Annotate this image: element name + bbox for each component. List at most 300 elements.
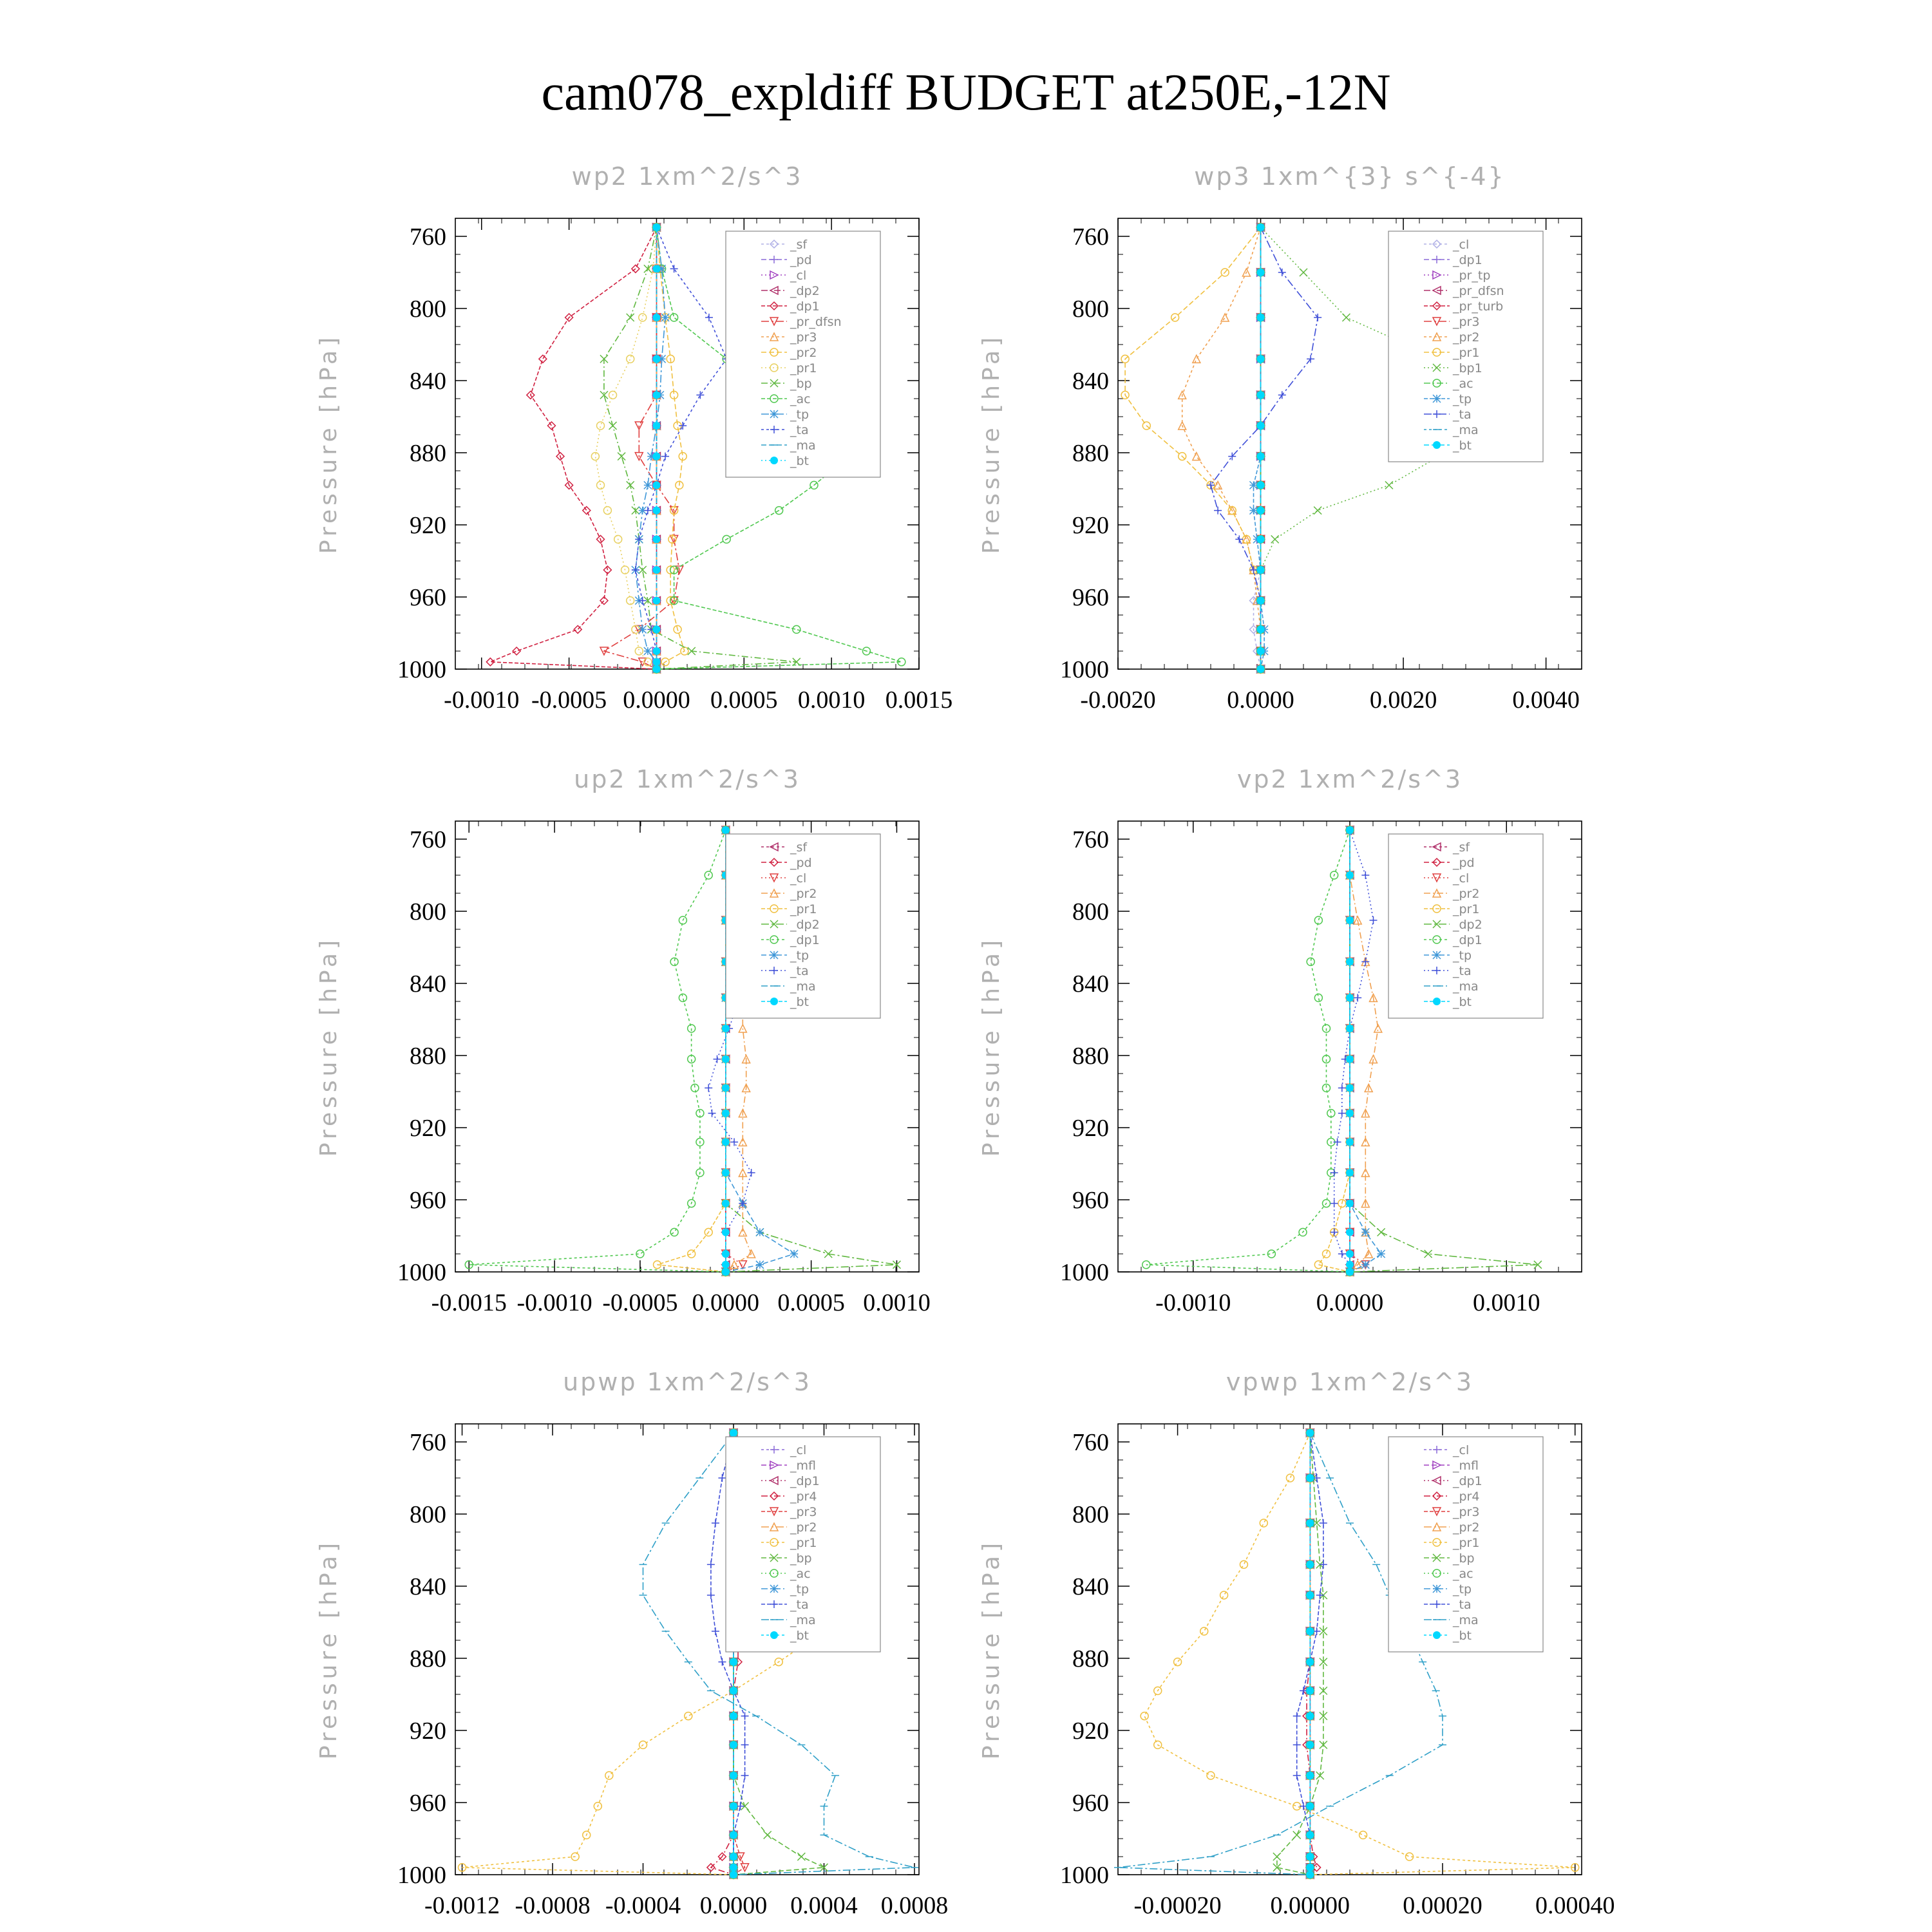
legend-label: _pr2 [1453, 330, 1480, 345]
series-ta [1207, 223, 1321, 673]
data-point [1293, 1741, 1301, 1748]
data-point [1346, 1084, 1354, 1092]
data-point [748, 1169, 755, 1177]
data-point [539, 355, 547, 363]
series-line [1146, 830, 1350, 1272]
data-point [652, 507, 660, 515]
data-point [1257, 566, 1265, 574]
x-tick-label: 0.0004 [790, 1892, 858, 1919]
data-point [1257, 535, 1265, 543]
y-tick-label: 760 [1072, 826, 1109, 853]
chart-panel-6 [978, 1368, 1615, 1919]
legend-label: _pr_dfsn [790, 315, 842, 329]
y-tick-label: 1000 [397, 1259, 446, 1286]
series-line [636, 227, 726, 669]
legend-label: _dp1 [790, 299, 820, 314]
data-point [1361, 1261, 1369, 1269]
data-point [605, 1772, 613, 1779]
legend-label: _cl [790, 1443, 807, 1457]
legend-label: _ma [790, 980, 816, 994]
x-tick-label: -0.0010 [444, 687, 520, 714]
data-point [679, 994, 687, 1001]
x-tick-label: -0.0005 [531, 687, 607, 714]
series-line [469, 830, 726, 1272]
series-line [490, 227, 656, 669]
data-point [1314, 314, 1321, 321]
y-axis-label: Pressure [hPa] [978, 936, 1005, 1157]
legend-label: _bp1 [1453, 361, 1482, 375]
data-point [1257, 625, 1265, 633]
data-point [741, 1741, 749, 1748]
legend-label: _ta [790, 964, 809, 978]
data-point [712, 1627, 719, 1635]
series-pr_dfsn [600, 223, 683, 673]
data-point [730, 1853, 737, 1861]
data-point [1361, 1228, 1369, 1236]
y-tick-label: 880 [410, 1645, 446, 1672]
y-tick-label: 880 [1072, 1043, 1109, 1070]
legend-marker [770, 410, 778, 418]
x-tick-label: 0.0000 [692, 1289, 760, 1316]
legend-label: _pr3 [790, 330, 817, 345]
data-point [730, 1803, 737, 1810]
data-point [1306, 1864, 1314, 1871]
data-point [597, 481, 605, 489]
series-pr2 [1179, 223, 1265, 673]
data-point [730, 1687, 737, 1694]
x-tick-label: 0.0040 [1512, 687, 1580, 714]
legend-label: _bt [790, 1629, 810, 1643]
y-tick-label: 840 [410, 971, 446, 998]
legend-label: _bt [790, 995, 810, 1009]
data-point [1220, 1591, 1228, 1599]
panel-title: wp3 1xm^{3} s^{-4} [1194, 162, 1506, 191]
data-point [730, 1831, 737, 1839]
series-tp [1249, 223, 1268, 673]
legend-marker [1433, 395, 1441, 402]
y-tick-label: 920 [410, 1718, 446, 1745]
legend-label: _bp [1453, 1551, 1475, 1566]
data-point [652, 453, 660, 460]
data-point [722, 1056, 730, 1063]
data-point [705, 314, 713, 321]
legend-label: _pr4 [790, 1490, 817, 1504]
y-tick-label: 960 [1072, 584, 1109, 611]
y-tick-label: 880 [410, 440, 446, 467]
x-tick-label: 0.0005 [777, 1289, 845, 1316]
legend-marker [770, 1631, 778, 1639]
data-point [1306, 1871, 1314, 1879]
data-point [1338, 1084, 1346, 1092]
data-point [652, 665, 660, 673]
legend-label: _cl [790, 269, 807, 283]
data-point [696, 391, 704, 399]
legend-label: _pr3 [790, 1505, 817, 1519]
legend-label: _pr_turb [1453, 299, 1504, 314]
x-tick-label: 0.0010 [863, 1289, 931, 1316]
legend-label: _pr2 [1453, 887, 1480, 901]
data-point [1221, 314, 1229, 321]
data-point [722, 1200, 730, 1208]
series-line [595, 227, 656, 669]
data-point [1257, 223, 1265, 231]
data-point [1346, 826, 1354, 834]
y-tick-label: 1000 [397, 656, 446, 683]
data-point [547, 422, 555, 430]
data-point [708, 1110, 716, 1117]
legend-label: _cl [1453, 238, 1470, 252]
data-point [730, 1712, 737, 1720]
legend-label: _tp [790, 408, 810, 422]
legend-label: _ta [790, 1598, 809, 1612]
legend [1388, 231, 1543, 462]
legend [1388, 834, 1543, 1018]
data-point [1300, 269, 1307, 276]
data-point [652, 481, 660, 489]
y-tick-label: 960 [410, 1187, 446, 1214]
data-point [1257, 647, 1265, 655]
y-tick-label: 840 [410, 368, 446, 395]
legend-label: _sf [790, 840, 808, 855]
legend-marker [1433, 998, 1441, 1005]
legend-label: _mfl [790, 1459, 816, 1473]
legend-label: _pr2 [790, 346, 817, 360]
data-point [1286, 1474, 1294, 1482]
y-tick-label: 1000 [397, 1862, 446, 1889]
data-point [1346, 871, 1354, 879]
legend-label: _bt [1453, 439, 1472, 453]
data-point [1278, 391, 1286, 399]
y-tick-label: 800 [1072, 1501, 1109, 1528]
legend-label: _dp1 [790, 1474, 820, 1488]
x-tick-label: -0.0004 [605, 1892, 681, 1919]
data-point [1306, 1772, 1314, 1779]
data-point [741, 1712, 749, 1720]
legend-label: _ta [1453, 408, 1472, 422]
data-point [756, 1228, 764, 1236]
data-point [1306, 1712, 1314, 1720]
data-point [1314, 994, 1322, 1001]
legend-label: _ma [1453, 423, 1479, 437]
panels [316, 162, 1615, 1919]
data-point [1334, 1138, 1341, 1146]
data-point [652, 314, 660, 321]
data-point [1354, 994, 1361, 1001]
y-tick-label: 800 [1072, 898, 1109, 925]
data-point [1361, 958, 1369, 965]
data-point [1214, 481, 1222, 489]
legend-label: _dp1 [1453, 1474, 1482, 1488]
legend [726, 1437, 880, 1652]
data-point [797, 1853, 805, 1861]
y-tick-label: 840 [1072, 971, 1109, 998]
x-tick-label: -0.0010 [516, 1289, 592, 1316]
data-point [1293, 1803, 1301, 1810]
data-point [1331, 1169, 1338, 1177]
data-point [1346, 1200, 1354, 1208]
data-point [1306, 1560, 1314, 1568]
y-tick-label: 760 [410, 223, 446, 251]
x-tick-label: 0.0000 [1227, 687, 1294, 714]
data-point [639, 314, 647, 321]
data-point [652, 625, 660, 633]
data-point [1346, 1138, 1354, 1146]
x-tick-label: 0.0005 [710, 687, 778, 714]
legend-marker [1433, 441, 1441, 449]
legend-label: _bt [790, 454, 810, 468]
data-point [1316, 1591, 1324, 1599]
legend-label: _pr3 [1453, 1505, 1480, 1519]
data-point [1257, 597, 1265, 605]
data-point [722, 826, 730, 834]
data-point [1346, 1110, 1354, 1117]
legend-label: _dp2 [790, 918, 820, 932]
data-point [644, 647, 652, 655]
data-point [1141, 1712, 1148, 1720]
panel-title: vp2 1xm^2/s^3 [1236, 765, 1463, 793]
y-axis-label: Pressure [hPa] [978, 1539, 1005, 1760]
legend-label: _mfl [1453, 1459, 1479, 1473]
legend-label: _ta [790, 423, 809, 437]
data-point [1359, 1831, 1367, 1839]
data-point [741, 1772, 749, 1779]
data-point [583, 507, 591, 515]
data-point [1257, 453, 1265, 460]
x-tick-label: 0.0000 [623, 687, 690, 714]
data-point [685, 1712, 692, 1720]
legend [1388, 1437, 1543, 1652]
panel-title: vpwp 1xm^2/s^3 [1226, 1368, 1474, 1396]
data-point [1346, 958, 1354, 965]
legend-label: _ac [1453, 1567, 1473, 1581]
data-point [1257, 665, 1265, 673]
legend-label: _pr1 [790, 902, 817, 916]
data-point [722, 1261, 730, 1269]
legend-label: _ma [1453, 1613, 1479, 1627]
data-point [1306, 1627, 1314, 1635]
legend-marker [770, 998, 778, 1005]
legend-label: _pr2 [790, 1520, 817, 1535]
data-point [705, 1084, 712, 1092]
data-point [652, 265, 660, 272]
y-tick-label: 840 [1072, 368, 1109, 395]
data-point [1346, 1228, 1354, 1236]
data-point [730, 1658, 737, 1666]
legend-label: _pr1 [1453, 346, 1480, 360]
legend-label: _cl [1453, 1443, 1470, 1457]
data-point [1257, 269, 1265, 276]
data-point [1346, 1025, 1354, 1032]
panel-title: wp2 1xm^2/s^3 [571, 162, 803, 191]
y-tick-label: 800 [1072, 296, 1109, 323]
data-point [730, 1864, 737, 1871]
legend-label: _ma [790, 439, 816, 453]
series-tp [1346, 826, 1385, 1276]
y-tick-label: 800 [410, 898, 446, 925]
figure-title: cam078_expldiff BUDGET at250E,-12N [541, 64, 1391, 121]
data-point [635, 647, 643, 655]
legend-label: _dp1 [790, 933, 820, 947]
legend-label: _dp1 [1453, 933, 1482, 947]
series-dp1 [486, 223, 660, 673]
data-point [1306, 1591, 1314, 1599]
series-pr1 [591, 223, 660, 673]
legend-label: _dp2 [1453, 918, 1482, 932]
series-pr2 [1346, 826, 1382, 1276]
y-tick-label: 960 [1072, 1187, 1109, 1214]
data-point [652, 535, 660, 543]
data-point [1257, 422, 1265, 430]
data-point [1242, 535, 1250, 543]
legend-label: _pr1 [790, 1536, 817, 1550]
series-line [1182, 227, 1261, 669]
chart-panel-2 [978, 162, 1582, 714]
y-tick-label: 920 [410, 1115, 446, 1142]
data-point [513, 647, 520, 655]
legend-label: _ta [1453, 1598, 1472, 1612]
y-axis-label: Pressure [hPa] [316, 936, 342, 1157]
series-dp1 [465, 826, 730, 1276]
data-point [1346, 1056, 1354, 1063]
data-point [627, 481, 634, 489]
legend-label: _cl [790, 871, 807, 886]
legend-label: _pr_tp [1453, 269, 1491, 283]
series-pr1 [1314, 826, 1354, 1276]
data-point [730, 1429, 737, 1437]
data-point [1320, 1519, 1327, 1527]
data-point [722, 1025, 730, 1032]
data-point [609, 422, 617, 430]
legend-label: _bp [790, 377, 812, 391]
data-point [644, 265, 652, 272]
data-point [722, 1268, 730, 1276]
data-point [1331, 1200, 1338, 1208]
data-point [1240, 1560, 1247, 1568]
legend-marker [1433, 951, 1441, 959]
legend-label: _tp [790, 1582, 810, 1596]
data-point [661, 314, 669, 321]
data-point [1257, 481, 1265, 489]
data-point [644, 481, 652, 489]
x-tick-label: -0.0020 [1080, 687, 1156, 714]
data-point [670, 314, 678, 321]
data-point [1257, 391, 1265, 399]
x-tick-label: 0.0020 [1369, 687, 1437, 714]
data-point [597, 422, 605, 430]
legend-label: _tp [1453, 949, 1472, 963]
data-point [1346, 1250, 1354, 1258]
data-point [1306, 1853, 1314, 1861]
y-tick-label: 920 [410, 512, 446, 539]
y-tick-label: 800 [410, 296, 446, 323]
legend-label: _pd [790, 856, 812, 870]
y-tick-label: 920 [1072, 1115, 1109, 1142]
x-tick-label: -0.0010 [1155, 1289, 1231, 1316]
legend-label: _dp2 [790, 284, 820, 298]
legend-label: _ac [790, 392, 811, 406]
y-tick-label: 880 [1072, 1645, 1109, 1672]
chart-panel-1 [316, 162, 952, 714]
data-point [1293, 1712, 1301, 1720]
data-point [1257, 314, 1265, 321]
data-point [1193, 453, 1200, 460]
x-tick-label: 0.0000 [1316, 1289, 1384, 1316]
data-point [1249, 507, 1257, 515]
data-point [718, 1474, 726, 1482]
data-point [730, 1741, 737, 1748]
legend-label: _bt [1453, 1629, 1472, 1643]
data-point [670, 1228, 678, 1236]
data-point [1338, 1250, 1346, 1258]
series-cl [1249, 223, 1264, 673]
legend-label: _sf [790, 238, 808, 252]
legend-label: _bp [790, 1551, 812, 1566]
data-point [1257, 507, 1265, 515]
y-tick-label: 880 [410, 1043, 446, 1070]
legend-label: _tp [1453, 392, 1472, 406]
legend-label: _pr_dfsn [1453, 284, 1504, 298]
series-ta [1331, 826, 1378, 1276]
data-point [1306, 1741, 1314, 1748]
legend-label: _tp [790, 949, 810, 963]
data-point [713, 1056, 721, 1063]
x-tick-label: -0.00020 [1133, 1892, 1222, 1919]
data-point [1207, 1772, 1215, 1779]
y-tick-label: 760 [410, 1429, 446, 1456]
legend-label: _pr1 [1453, 902, 1480, 916]
data-point [1293, 1772, 1301, 1779]
data-point [661, 453, 669, 460]
data-point [764, 1831, 772, 1839]
data-point [1342, 314, 1350, 321]
data-point [1306, 1687, 1314, 1694]
data-point [1346, 916, 1354, 924]
data-point [1306, 1429, 1314, 1437]
data-point [1346, 1169, 1354, 1177]
y-tick-label: 920 [1072, 1718, 1109, 1745]
x-tick-label: -0.0008 [515, 1892, 591, 1919]
data-point [1257, 355, 1265, 363]
data-point [652, 355, 660, 363]
y-tick-label: 1000 [1060, 1862, 1109, 1889]
legend-label: _sf [1453, 840, 1470, 855]
data-point [1369, 916, 1377, 924]
data-point [707, 1560, 715, 1568]
data-point [670, 265, 678, 272]
y-tick-label: 1000 [1060, 656, 1109, 683]
legend-marker [1433, 1631, 1441, 1639]
data-point [1361, 871, 1369, 879]
data-point [712, 1519, 719, 1527]
data-point [1200, 1627, 1208, 1635]
y-axis-label: Pressure [hPa] [316, 333, 342, 554]
data-point [730, 1871, 737, 1879]
data-point [722, 1169, 730, 1177]
series-ta [632, 223, 730, 673]
y-tick-label: 840 [1072, 1573, 1109, 1600]
x-tick-label: 0.0010 [1472, 1289, 1540, 1316]
data-point [1273, 1853, 1281, 1861]
legend [726, 231, 880, 477]
data-point [1235, 535, 1243, 543]
legend-label: _cl [1453, 871, 1470, 886]
data-point [722, 1250, 730, 1258]
data-point [722, 1084, 730, 1092]
data-point [1338, 1110, 1346, 1117]
data-point [1306, 1658, 1314, 1666]
data-point [1193, 355, 1200, 363]
y-axis-label: Pressure [hPa] [978, 333, 1005, 554]
